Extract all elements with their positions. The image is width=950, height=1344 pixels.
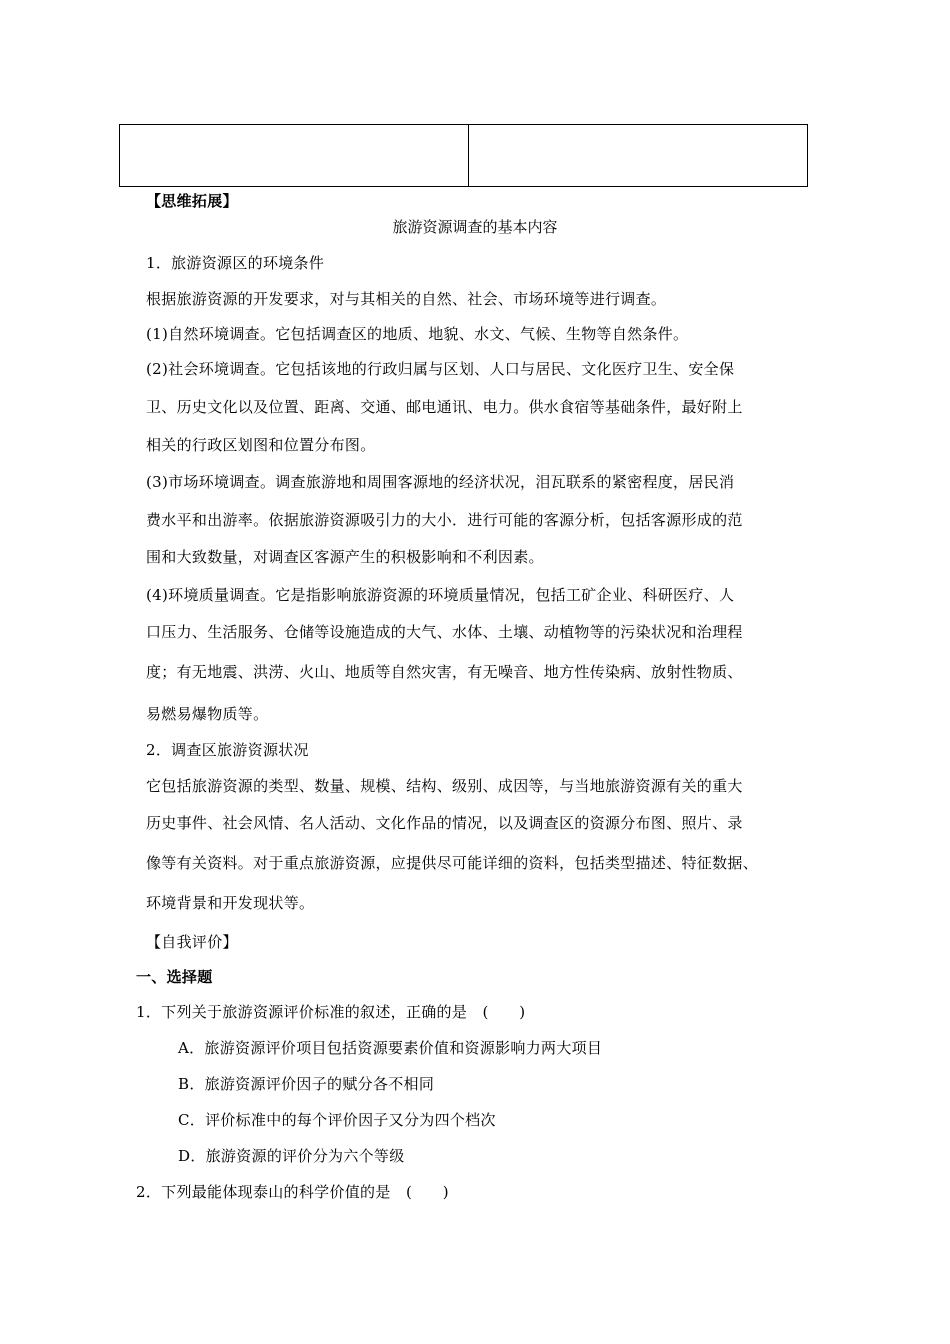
paragraph-line: 历史事件、社会风情、名人活动、文化作品的情况，以及调查区的资源分布图、照片、录: [146, 814, 743, 832]
option-a: A．旅游资源评价项目包括资源要素价值和资源影响力两大项目: [178, 1039, 603, 1057]
paragraph-line: 卫、历史文化以及位置、距离、交通、邮电通讯、电力。供水食宿等基础条件，最好附上: [146, 398, 743, 416]
paragraph-line: (1)自然环境调查。它包括调查区的地质、地貌、水文、气候、生物等自然条件。: [146, 325, 689, 343]
paragraph-line: 度；有无地震、洪涝、火山、地质等自然灾害，有无噪音、地方性传染病、放射性物质、: [146, 663, 743, 681]
question-stem: 2．下列最能体现泰山的科学价值的是 ( ): [136, 1183, 449, 1201]
choice-part-heading: 一、选择题: [136, 968, 213, 986]
thinking-extension-heading: 【思维拓展】: [146, 192, 238, 210]
table-cell: [120, 125, 469, 186]
option-c: C．评价标准中的每个评价因子又分为四个档次: [178, 1111, 496, 1129]
paragraph-line: 它包括旅游资源的类型、数量、规模、结构、级别、成因等，与当地旅游资源有关的重大: [146, 777, 743, 795]
paragraph-line: 环境背景和开发现状等。: [146, 894, 315, 912]
section1-heading: 1．旅游资源区的环境条件: [146, 254, 325, 272]
table-cell: [469, 125, 807, 186]
paragraph-line: 像等有关资料。对于重点旅游资源，应提供尽可能详细的资料，包括类型描述、特征数据、: [146, 854, 759, 872]
paragraph-line: 根据旅游资源的开发要求，对与其相关的自然、社会、市场环境等进行调查。: [146, 290, 667, 308]
empty-table: [119, 124, 808, 187]
self-eval-heading: 【自我评价】: [146, 933, 238, 951]
paragraph-line: (4)环境质量调查。它是指影响旅游资源的环境质量情况，包括工矿企业、科研医疗、人: [146, 586, 735, 604]
option-d: D．旅游资源的评价分为六个等级: [178, 1147, 405, 1165]
paragraph-line: 费水平和出游率。依据旅游资源吸引力的大小．进行可能的客源分析，包括客源形成的范: [146, 511, 743, 529]
paragraph-line: (2)社会环境调查。它包括该地的行政归属与区划、人口与居民、文化医疗卫生、安全保: [146, 360, 735, 378]
section-title: 旅游资源调查的基本内容: [392, 218, 558, 236]
paragraph-line: 口压力、生活服务、仓储等设施造成的大气、水体、土壤、动植物等的污染状况和治理程: [146, 623, 743, 641]
section2-heading: 2．调查区旅游资源状况: [146, 741, 309, 759]
paragraph-line: 围和大致数量，对调查区客源产生的积极影响和不利因素。: [146, 548, 544, 566]
option-b: B．旅游资源评价因子的赋分各不相同: [178, 1075, 435, 1093]
paragraph-line: 相关的行政区划图和位置分布图。: [146, 436, 376, 454]
paragraph-line: 易燃易爆物质等。: [146, 705, 269, 723]
paragraph-line: (3)市场环境调查。调查旅游地和周围客源地的经济状况，泪瓦联系的紧密程度，居民消: [146, 473, 735, 491]
question-stem: 1．下列关于旅游资源评价标准的叙述，正确的是 ( ): [136, 1003, 526, 1021]
